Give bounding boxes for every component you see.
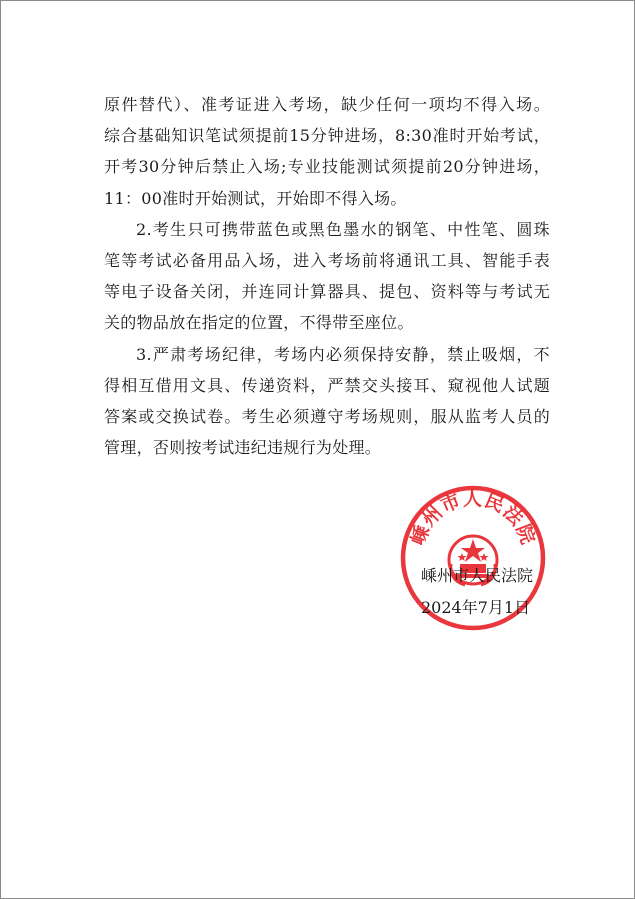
notice-body bbox=[104, 89, 550, 463]
text-line: 原件替代）、准考证进入考场，缺少任何一项均不得入场。 bbox=[104, 95, 550, 114]
text-line: 答案或交换试卷。考生必须遵守考场规则，服从监考人员的 bbox=[104, 406, 550, 426]
text-line: 3.严肃考场纪律，考场内必须保持安静，禁止吸烟，不 bbox=[136, 344, 550, 364]
seal-text: 嵊州市人民法院 bbox=[406, 487, 540, 549]
issuer-name: 嵊州市人民法院 bbox=[421, 566, 534, 585]
paragraph-item-3 bbox=[104, 339, 550, 464]
text-line: 2.考生只可携带蓝色或黑色墨水的钢笔、中性笔、圆珠 bbox=[136, 219, 550, 239]
text-line: 得相互借用文具、传递资料，严禁交头接耳、窥视他人试题 bbox=[104, 375, 550, 395]
text-line: 综合基础知识笔试须提前15分钟进场，8:30准时开始考试， bbox=[104, 126, 550, 146]
text-line: 11：00准时开始测试，开始即不得入场。 bbox=[104, 188, 407, 208]
text-line: 管理，否则按考试违纪违规行为处理。 bbox=[104, 438, 382, 458]
paragraph-item-2 bbox=[104, 214, 550, 339]
paragraph-continuation bbox=[104, 89, 550, 214]
text-line: 笔等考试必备用品入场，进入考场前将通讯工具、智能手表 bbox=[104, 250, 550, 270]
issue-date: 2024年7月1日 bbox=[421, 598, 531, 617]
text-line: 开考30分钟后禁止入场;专业技能测试须提前20分钟进场， bbox=[104, 157, 550, 177]
text-line: 等电子设备关闭，并连同计算器具、提包、资料等与考试无 bbox=[104, 282, 550, 302]
text-line: 关的物品放在指定的位置，不得带至座位。 bbox=[104, 313, 414, 333]
